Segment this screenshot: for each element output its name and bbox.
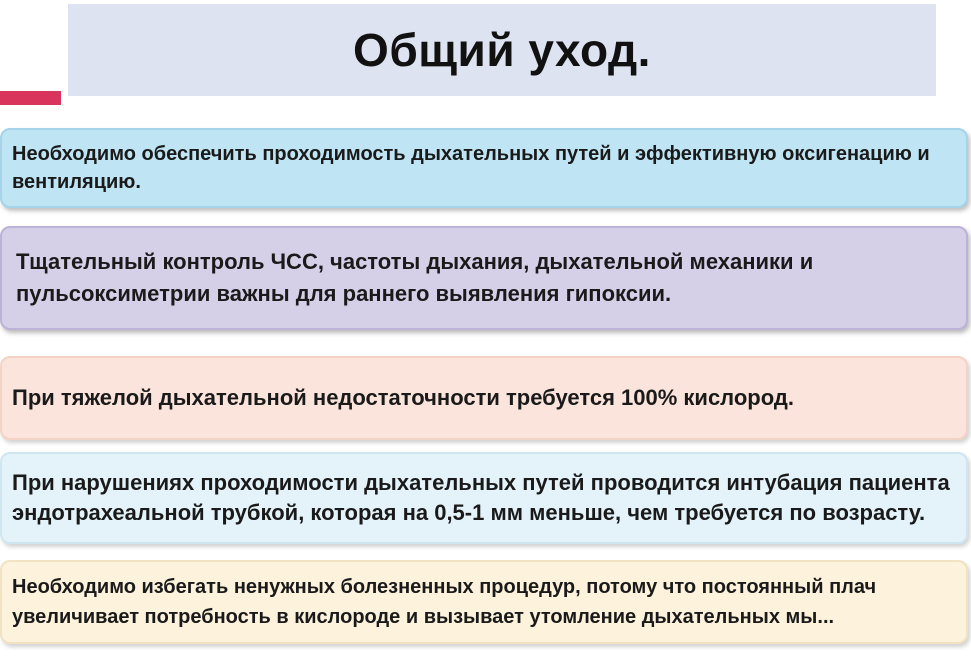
- info-card-text: Тщательный контроль ЧСС, частоты дыхания, дыхательной механики и пульсоксиметрии важны для раннего выявления гипоксии.: [16, 249, 814, 306]
- info-card-text: Необходимо обеспечить проходимость дыхательных путей и эффективную оксигенацию и вентиляцию.: [12, 143, 930, 193]
- info-card-text: При нарушениях проходимости дыхательных путей проводится интубация пациента эндотрахеальной трубкой, которая на 0,5-1 мм меньше, чем требуется по возрасту.: [12, 470, 950, 525]
- title-banner: [68, 4, 936, 96]
- info-card-monitoring: [0, 226, 968, 330]
- info-card-oxygen: [0, 356, 968, 440]
- page-title: Общий уход.: [353, 24, 651, 76]
- info-card-intubation: [0, 452, 968, 544]
- info-card-airway: [0, 128, 968, 208]
- info-card-procedures: [0, 560, 968, 644]
- info-card-text: Необходимо избегать ненужных болезненных процедур, потому что постоянный плач увеличивает потребность в кислороде и вызывает утомление дыхательных мы...: [12, 576, 877, 628]
- info-card-text: При тяжелой дыхательной недостаточности требуется 100% кислород.: [12, 385, 794, 410]
- accent-bar: [0, 91, 61, 105]
